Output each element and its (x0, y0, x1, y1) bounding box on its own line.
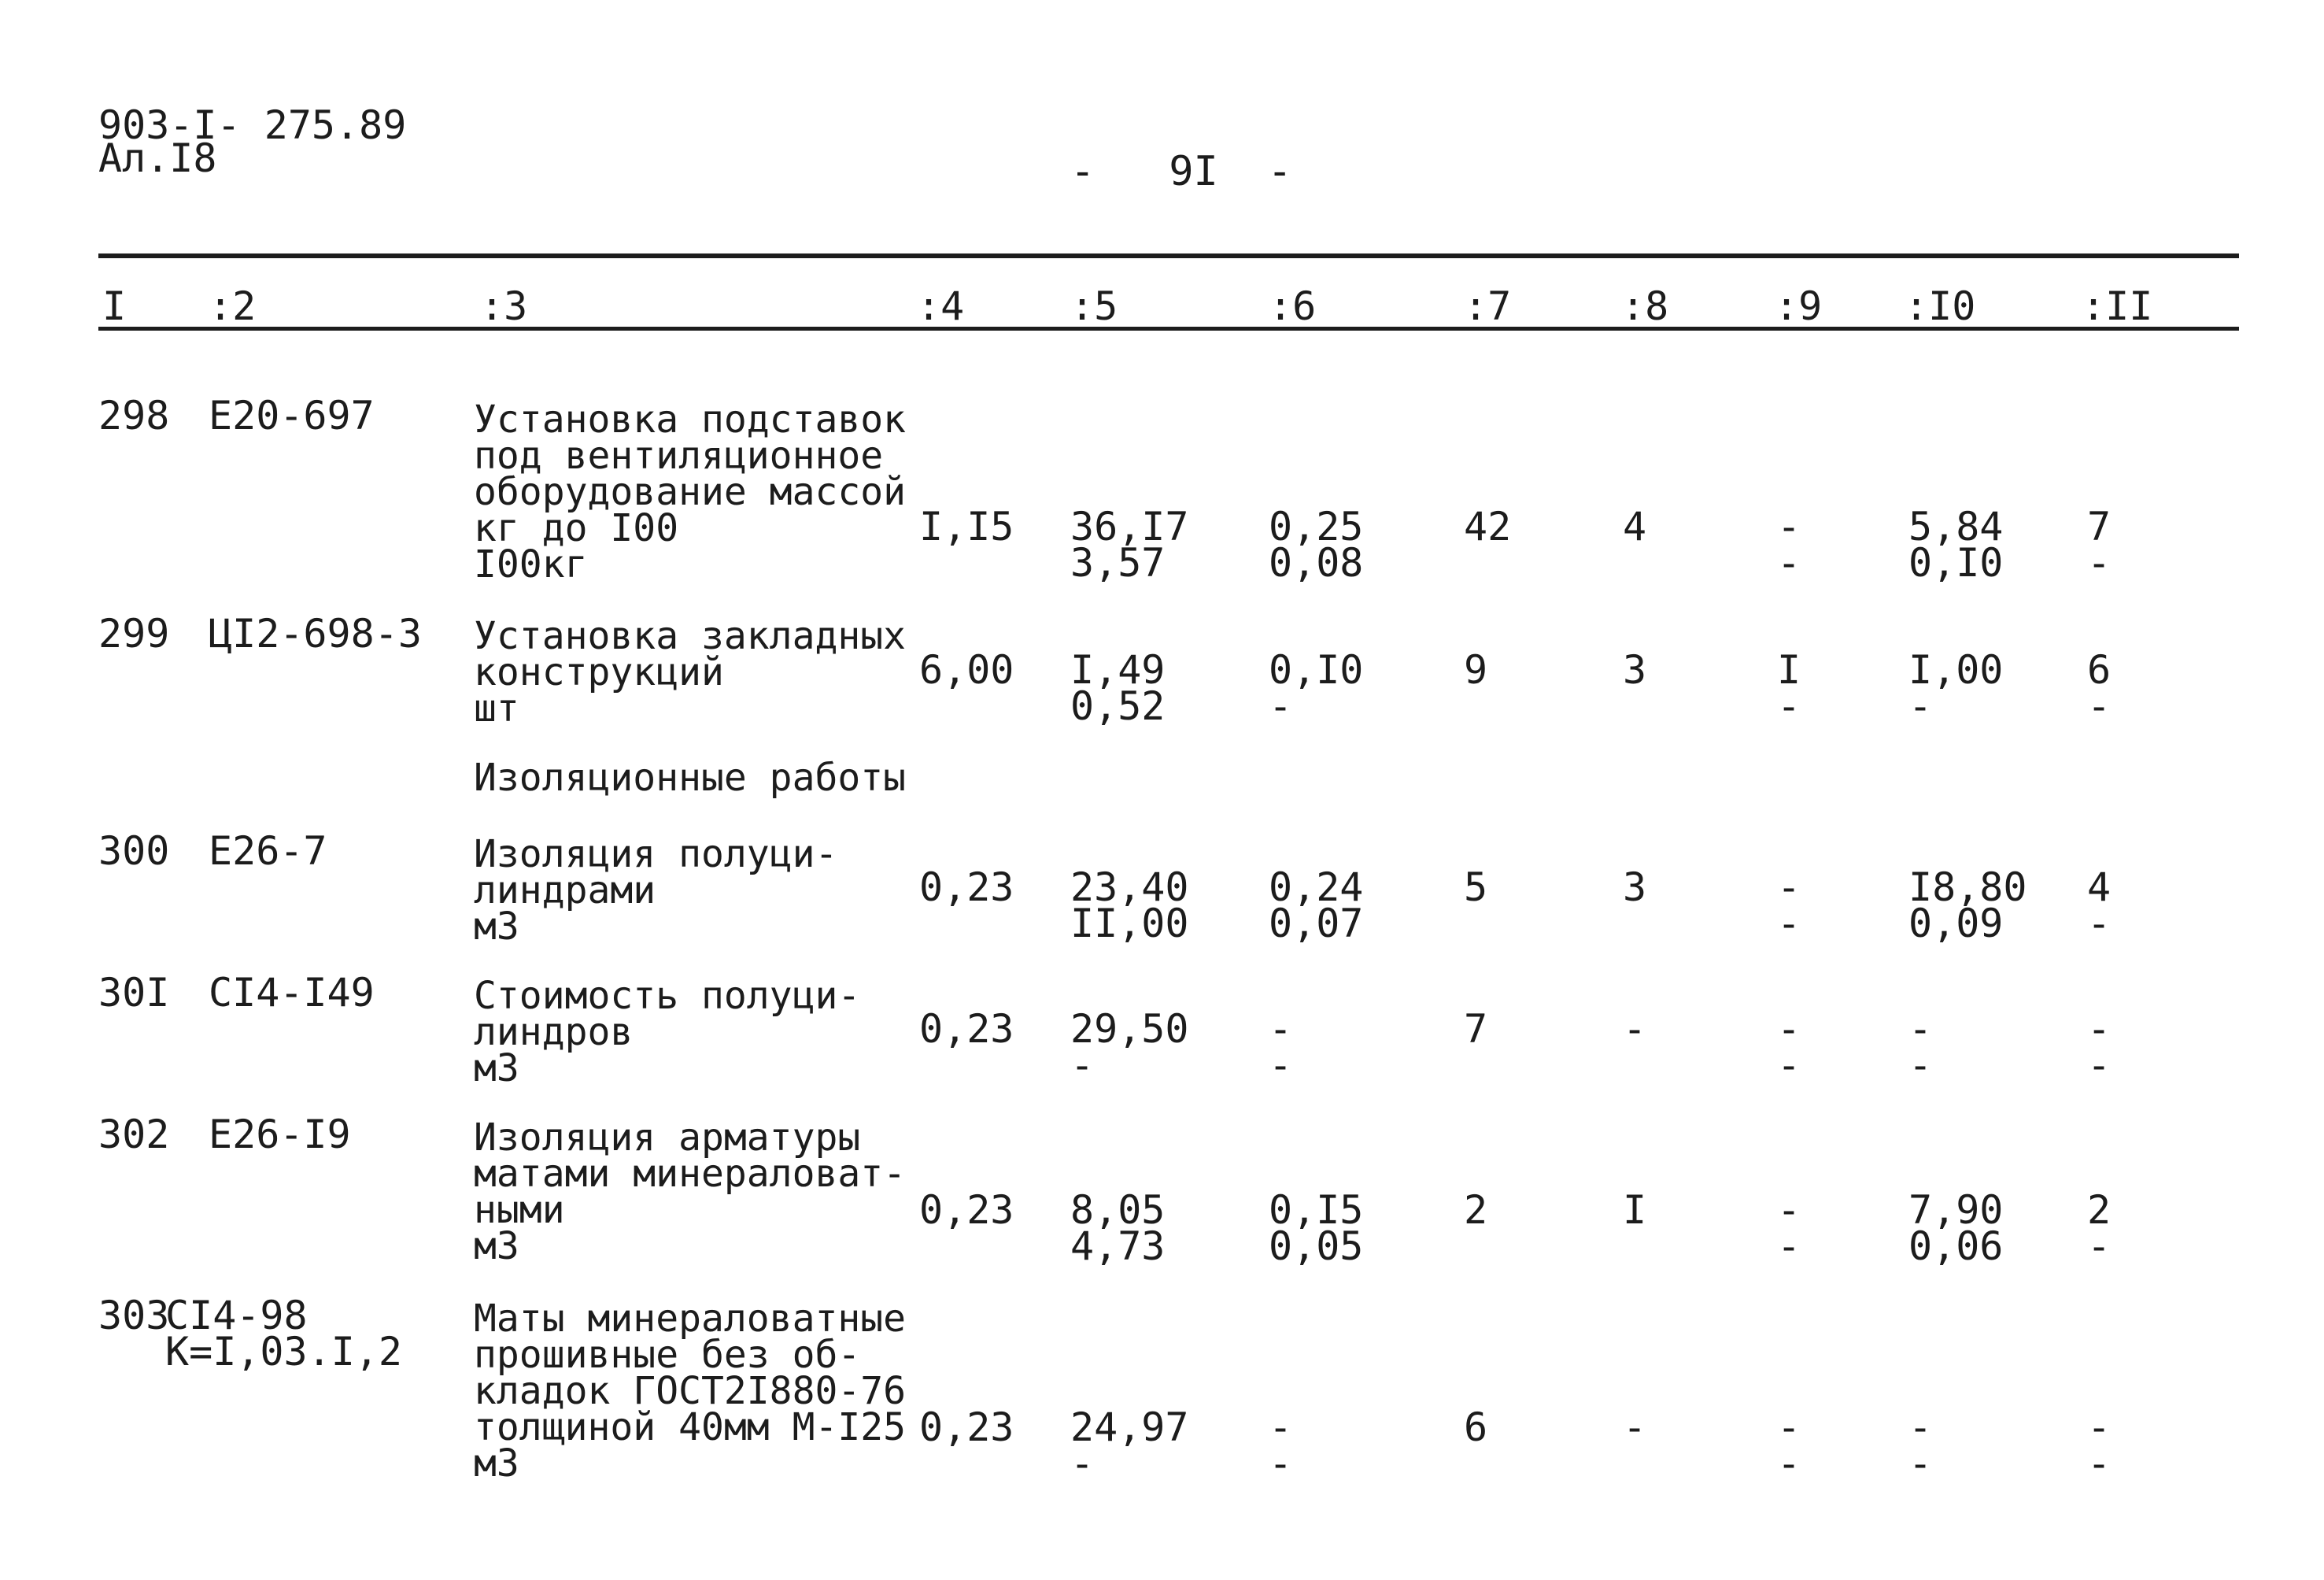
unit-cost: 8,05 4,73 (1070, 1187, 1166, 1269)
quantity: 0,23 (919, 864, 1014, 910)
value-col9: - - (1777, 1006, 1801, 1088)
value-col9: - - (1777, 864, 1801, 946)
row-number: 299 (98, 611, 170, 657)
value-col8: 4 (1623, 504, 1647, 549)
unit-cost: 36,I7 3,57 (1070, 504, 1189, 586)
row-number: 298 (98, 393, 170, 438)
value-col10: I,00 - (1908, 647, 2004, 729)
work-description: Стоимость полуци- линдров м3 (474, 974, 861, 1090)
unit-cost: I,49 0,52 (1070, 647, 1166, 729)
value-col11: - - (2087, 1006, 2112, 1088)
column-header: I (102, 283, 127, 329)
value-col11: 7 - (2087, 504, 2112, 586)
quantity: 0,23 (919, 1006, 1014, 1052)
column-header: :I0 (1905, 283, 1976, 329)
table-top-rule (98, 253, 2239, 258)
value-col7: 7 (1464, 1006, 1488, 1052)
column-header: :4 (917, 283, 965, 329)
quantity: 0,23 (919, 1187, 1014, 1233)
column-header: :9 (1775, 283, 1823, 329)
work-description: Маты минераловатные прошивные без об- кладок ГОСТ2I880-76 толщиной 40мм М-I25 м3 (474, 1297, 907, 1486)
value-col6: - - (1269, 1404, 1293, 1486)
value-col6: 0,24 0,07 (1269, 864, 1364, 946)
sheet-label: Ал.I8 (98, 135, 217, 181)
price-code: E26-7 (209, 828, 327, 874)
value-col9: - - (1777, 504, 1801, 586)
value-col8: - (1623, 1404, 1647, 1450)
value-col10: 7,90 0,06 (1908, 1187, 2004, 1269)
value-col10: - - (1908, 1404, 1933, 1486)
column-header: :5 (1070, 283, 1118, 329)
column-header: :3 (480, 283, 528, 329)
value-col7: 2 (1464, 1187, 1488, 1233)
value-col7: 5 (1464, 864, 1488, 910)
price-code: CI4-98 K=I,03.I,2 (165, 1293, 403, 1375)
value-col11: 2 - (2087, 1187, 2112, 1269)
row-number: 302 (98, 1112, 170, 1157)
column-header: :8 (1621, 283, 1669, 329)
value-col8: 3 (1623, 647, 1647, 693)
value-col10: 5,84 0,I0 (1908, 504, 2004, 586)
column-header: :6 (1269, 283, 1317, 329)
value-col11: 4 - (2087, 864, 2112, 946)
unit-cost: 23,40 II,00 (1070, 864, 1189, 946)
row-number: 303 (98, 1293, 170, 1338)
column-header: :7 (1464, 283, 1512, 329)
price-code: E26-I9 (209, 1112, 351, 1157)
value-col9: - - (1777, 1187, 1801, 1269)
price-code: E20-697 (209, 393, 375, 438)
work-description: Установка подставок под вентиляционное оборудование массой кг до I00 I00кг (474, 398, 907, 586)
row-number: 300 (98, 828, 170, 874)
price-code: ЦI2-698-3 (209, 611, 422, 657)
value-col8: I (1623, 1187, 1647, 1233)
quantity: 0,23 (919, 1404, 1014, 1450)
column-header: :2 (209, 283, 257, 329)
price-code: CI4-I49 (209, 970, 375, 1016)
value-col6: 0,I5 0,05 (1269, 1187, 1364, 1269)
work-description: Установка закладных конструкций шт (474, 614, 907, 731)
column-header: :II (2082, 283, 2153, 329)
value-col7: 42 (1464, 504, 1512, 549)
unit-cost: 29,50 - (1070, 1006, 1189, 1088)
value-col9: - - (1777, 1404, 1801, 1486)
work-description: Изоляция арматуры матами минераловат- ными м3 (474, 1116, 907, 1268)
value-col9: I - (1777, 647, 1801, 729)
page-number: - 9I - (1070, 148, 1292, 195)
value-col8: 3 (1623, 864, 1647, 910)
value-col11: - - (2087, 1404, 2112, 1486)
quantity: 6,00 (919, 647, 1014, 693)
value-col8: - (1623, 1006, 1647, 1052)
value-col7: 6 (1464, 1404, 1488, 1450)
value-col7: 9 (1464, 647, 1488, 693)
value-col6: 0,I0 - (1269, 647, 1364, 729)
value-col10: I8,80 0,09 (1908, 864, 2027, 946)
quantity: I,I5 (919, 504, 1014, 549)
value-col6: 0,25 0,08 (1269, 504, 1364, 586)
section-title: Изоляционные работы (474, 756, 907, 800)
row-number: 30I (98, 970, 170, 1016)
value-col10: - - (1908, 1006, 1933, 1088)
work-description: Изоляция полуци- линдрами м3 (474, 832, 838, 949)
unit-cost: 24,97 - (1070, 1404, 1189, 1486)
value-col6: - - (1269, 1006, 1293, 1088)
value-col11: 6 - (2087, 647, 2112, 729)
document-code: 903-I- 275.89 (98, 102, 407, 148)
